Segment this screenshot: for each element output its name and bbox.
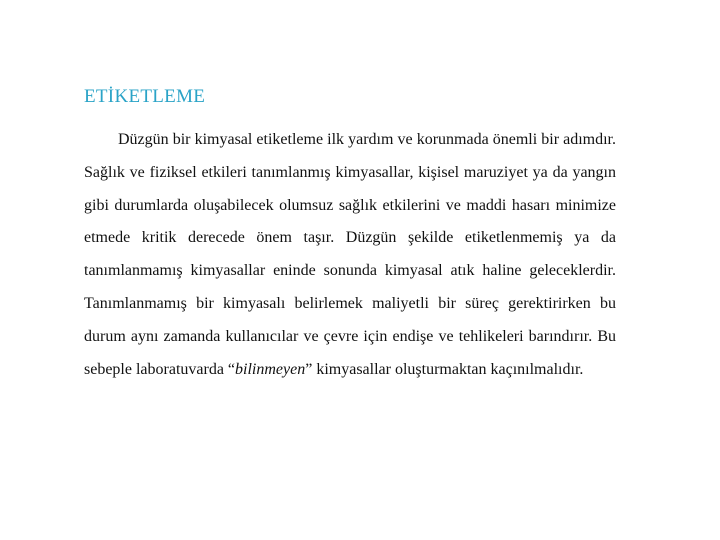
paragraph-text-end: ” kimyasallar oluşturmaktan kaçınılmalıdır.: [305, 360, 584, 378]
paragraph-text-start: Düzgün bir kimyasal etiketleme ilk yardım ve korunmada önemli bir adımdır. Sağlık ve fiziksel etkileri tanımlanmış kimyasallar, kişisel maruziyet ya da yangın gibi durumlarda oluşabilecek olumsuz sağlık etkilerini ve maddi hasarı minimize etmede kritik derecede önem taşır. Düzgün şekilde etiketlenmemiş ya da tanımlanmamış kimyasallar eninde sonunda kimyasal atık haline geleceklerdir. Tanımlanmamış bir kimyasalı belirlemek maliyetli bir süreç gerektirirken bu durum aynı zamanda kullanıcılar ve çevre için endişe ve tehlikeleri barındırır. Bu sebeple laboratuvarda “: [84, 131, 616, 378]
body-paragraph: [84, 124, 616, 386]
italic-term: bilinmeyen: [235, 360, 306, 378]
section-heading: ETİKETLEME: [84, 86, 206, 107]
